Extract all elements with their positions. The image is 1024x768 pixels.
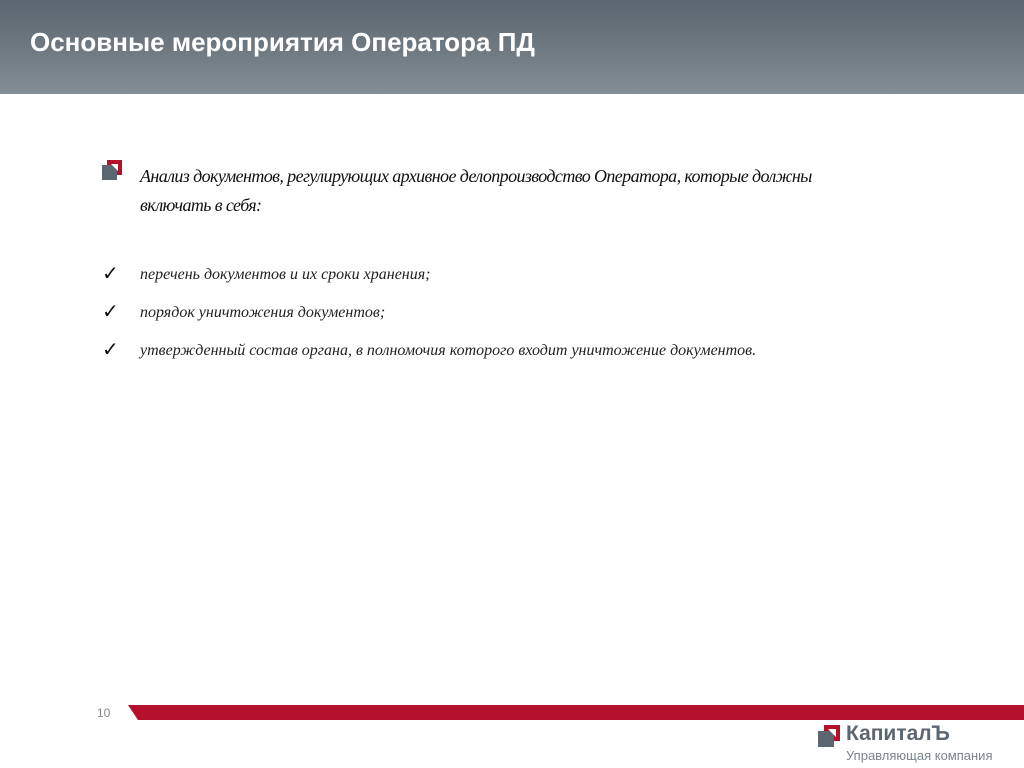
checkmark-icon: ✓ (102, 337, 119, 361)
checkmark-icon: ✓ (102, 299, 119, 323)
list-item (102, 300, 922, 338)
list-item-text: утвержденный состав органа, в полномочия которого входит уничтожение документов. (140, 342, 757, 359)
corner-square-icon (102, 160, 122, 180)
list-item-text: порядок уничтожения документов; (140, 304, 386, 321)
logo-name: КапиталЪ (846, 722, 950, 745)
footer-band (128, 705, 1024, 720)
slide-title: Основные мероприятия Оператора ПД (30, 27, 535, 57)
list-item (102, 262, 922, 300)
slide-header (0, 0, 1024, 94)
requirements-list (102, 262, 922, 376)
page-number: 10 (97, 706, 111, 720)
logo-mark-icon (818, 725, 840, 747)
intro-paragraph: Анализ документов, регулирующих архивное делопроизводство Оператора, которые должны включать в себя: (140, 166, 812, 215)
checkmark-icon: ✓ (102, 261, 119, 285)
logo-tagline: Управляющая компания (846, 748, 993, 763)
company-logo (818, 724, 1018, 764)
list-item-text: перечень документов и их сроки хранения; (140, 266, 431, 283)
list-item (102, 338, 922, 376)
